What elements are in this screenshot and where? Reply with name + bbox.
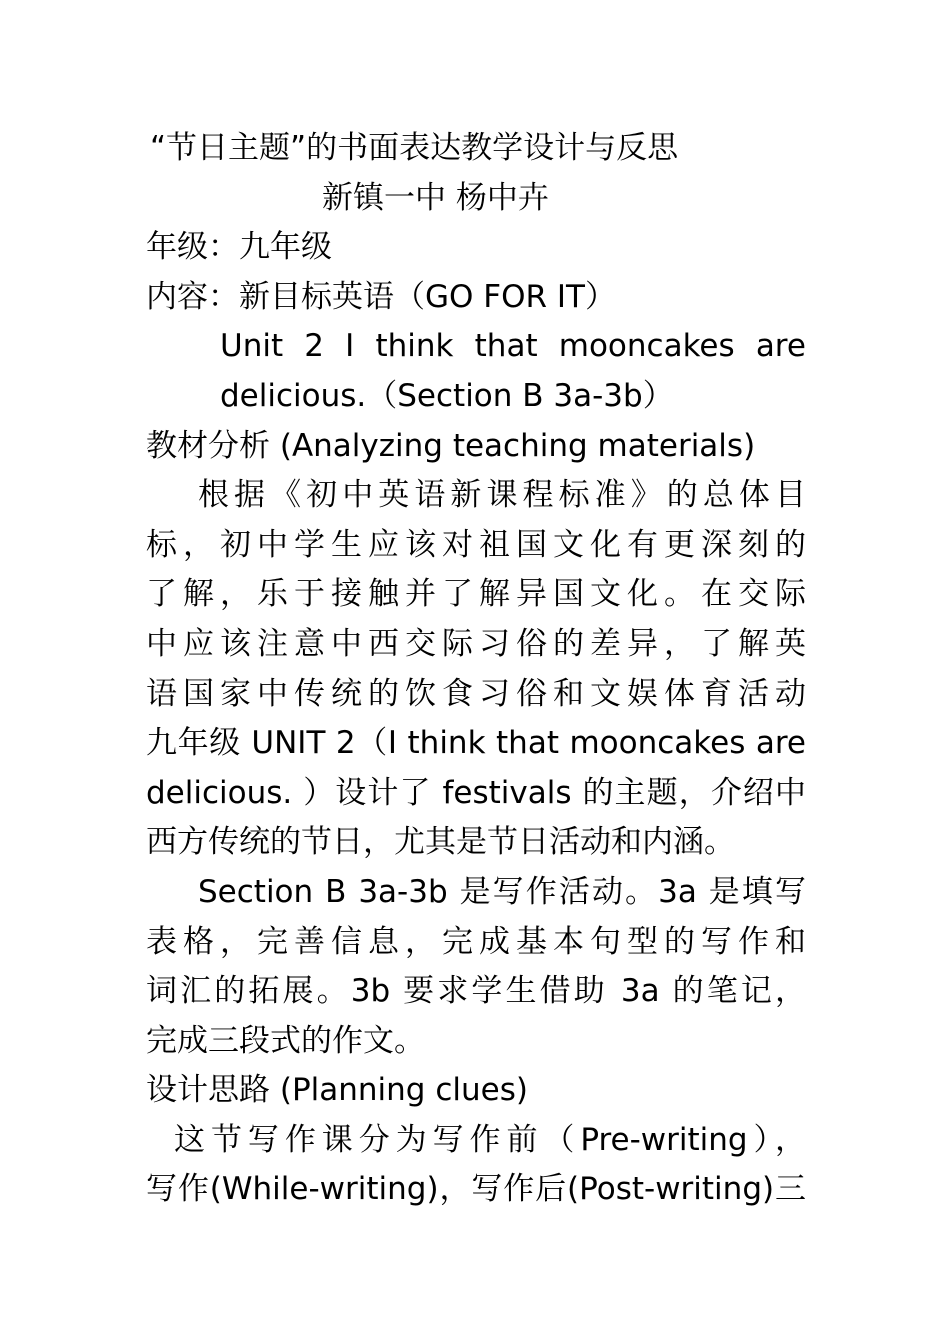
paragraph-line: 词汇的拓展。3b 要求学生借助 3a 的笔记， [146,973,806,1010]
paragraph-line: 西方传统的节日，尤其是节日活动和内涵。 [146,824,735,861]
unit-word: Unit [220,328,284,365]
section-heading-analysis: 教材分析 (Analyzing teaching materials) [146,427,756,464]
paragraph-writing-activity [146,868,806,1066]
paragraph-line: delicious. ）设计了 festivals 的主题，介绍中 [146,774,806,811]
paragraph-line: Section B 3a-3b 是写作活动。3a 是填写 [198,873,806,910]
unit-word: that [474,328,538,365]
content-line: 内容：新目标英语（GO FOR IT） [146,278,616,315]
paragraph-line: 这节写作课分为写作前（Pre-writing）， [174,1121,806,1158]
unit-word: think [375,328,454,365]
section-heading-planning: 设计思路 (Planning clues) [146,1072,528,1109]
grade-line: 年级：九年级 [146,229,332,266]
document-page [146,124,806,1215]
unit-word: 2 [304,328,324,365]
paragraph-line: 完成三段式的作文。 [146,1022,425,1059]
unit-line-2: delicious.（Section B 3a-3b） [220,377,674,414]
author-line: 新镇一中 杨中卉 [322,179,549,216]
paragraph-line: 根据《初中英语新课程标准》的总体目 [198,477,806,514]
paragraph-line: 了解，乐于接触并了解异国文化。在交际 [146,576,806,613]
paragraph-line: 九年级 UNIT 2（I think that mooncakes are [146,725,806,762]
paragraph-line: 中应该注意中西交际习俗的差异，了解英 [146,625,806,662]
paragraph-line: 语国家中传统的饮食习俗和文娱体育活动 [146,675,806,712]
unit-word: mooncakes [558,328,735,365]
paragraph-line: 标，初中学生应该对祖国文化有更深刻的 [146,526,806,563]
paragraph-line: 表格，完善信息，完成基本句型的写作和 [146,923,806,960]
paragraph-line: 写作(While-writing)，写作后(Post-writing)三 [146,1171,806,1208]
paragraph-planning [146,1116,806,1215]
unit-word: I [345,328,355,365]
unit-line-1 [146,322,806,372]
document-title: “节日主题”的书面表达教学设计与反思 [150,130,679,166]
unit-word: are [755,328,806,365]
paragraph-analysis [146,471,806,868]
